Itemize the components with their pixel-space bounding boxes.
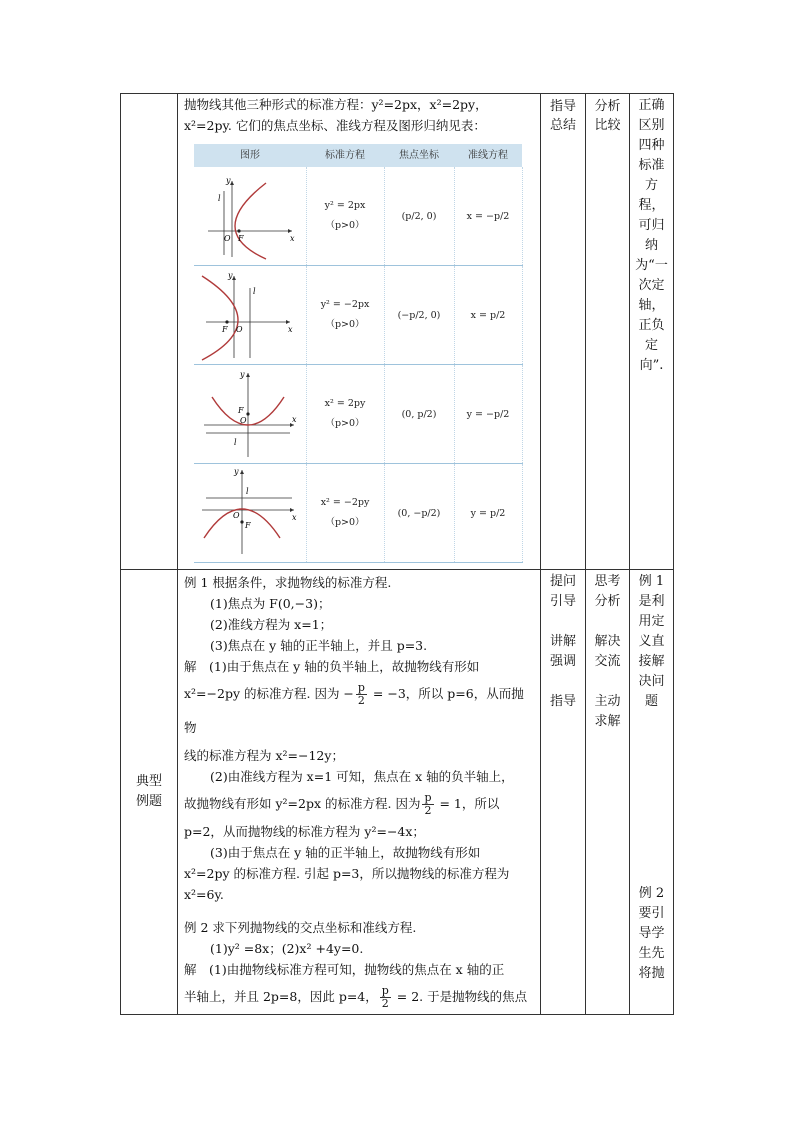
focus-cell: (0, p/2) <box>384 365 454 464</box>
fraction: $\frac{p}{2}$ <box>381 984 389 1010</box>
student-activity: 分析 <box>594 594 621 609</box>
directrix-cell: x = p/2 <box>454 266 522 365</box>
directrix-cell: y = p/2 <box>454 464 522 563</box>
graph-cell <box>194 167 306 266</box>
svg-text:l: l <box>234 438 237 447</box>
solution-line: 半轴上，并且 2p=8，因此 p=4， $\frac{p}{2}$ = 2. 于是抛物线的焦点 <box>184 984 528 1010</box>
summary-header: 焦点坐标 <box>384 144 454 167</box>
directrix-cell: x = −p/2 <box>454 167 522 266</box>
standard-equation: x² = −2py <box>320 497 370 508</box>
svg-text:x: x <box>288 325 293 334</box>
example-title: 例 2 求下列抛物线的交点坐标和准线方程. <box>184 920 417 935</box>
solution-line: x²=−2py 的标准方程. 因为 − $\frac{p}{2}$ = −3，所以 p=6，从而抛物 <box>184 681 524 735</box>
equation-condition: （p>0） <box>325 319 365 330</box>
summary-header: 准线方程 <box>454 144 522 167</box>
svg-text:x: x <box>292 513 297 522</box>
equation-condition: （p>0） <box>325 517 365 528</box>
standard-equation: y² = −2px <box>320 299 370 310</box>
row1-label-cell <box>121 94 178 570</box>
design-intent: 例 2 要引导学生先将抛 <box>638 886 665 981</box>
equation-cell <box>306 167 384 266</box>
solution-line: 线的标准方程为 x²=−12y； <box>184 748 344 763</box>
svg-text:y: y <box>234 467 239 476</box>
teacher-activity-cell <box>541 570 586 1015</box>
parabola-down-graph <box>194 466 302 560</box>
equation-cell <box>306 464 384 563</box>
equation-condition: （p>0） <box>325 418 365 429</box>
solution-line: p=2，从而抛物线的标准方程为 y²=−4x； <box>184 824 425 839</box>
svg-text:F: F <box>222 325 228 334</box>
focus-cell: (−p/2, 0) <box>384 266 454 365</box>
fraction: $\frac{p}{2}$ <box>357 681 365 707</box>
equation-cell <box>306 365 384 464</box>
teacher-activity: 指导 <box>549 694 576 709</box>
section-label-cell <box>121 570 178 1015</box>
teacher-activity: 指导总结 <box>549 99 576 133</box>
solution-line: 解 (1)由于焦点在 y 轴的负半轴上，故抛物线有形如 <box>184 659 480 674</box>
standard-equation: y² = 2px <box>324 200 366 211</box>
teacher-activity: 引导 <box>549 594 576 609</box>
svg-text:F: F <box>245 521 251 530</box>
graph-cell <box>194 266 306 365</box>
teacher-activity: 提问 <box>549 574 576 589</box>
svg-text:y: y <box>240 370 245 379</box>
student-activity: 求解 <box>594 714 621 729</box>
summary-content-cell <box>178 94 541 570</box>
student-activity: 思考 <box>594 574 621 589</box>
intro-line: 抛物线其他三种形式的标准方程：y²=2px，x²=2py， <box>184 97 488 112</box>
equation-cell <box>306 266 384 365</box>
graph-cell <box>194 365 306 464</box>
focus-cell: (p/2, 0) <box>384 167 454 266</box>
teacher-activity: 强调 <box>549 654 576 669</box>
examples-content-cell <box>178 570 541 1015</box>
svg-text:l: l <box>253 287 256 296</box>
intro-line: x²=2py. 它们的焦点坐标、准线方程及图形归纳见表： <box>184 118 486 133</box>
svg-text:O: O <box>236 325 243 334</box>
solution-line: (3)由于焦点在 y 轴的正半轴上，故抛物线有形如 <box>210 845 481 860</box>
svg-text:l: l <box>246 487 249 496</box>
table-row <box>121 570 674 1015</box>
summary-header: 图形 <box>194 144 306 167</box>
solution-line: x²=6y. <box>184 887 224 902</box>
svg-text:F: F <box>238 234 244 243</box>
table-row <box>121 94 674 570</box>
design-intent-cell <box>630 570 674 1015</box>
table-row <box>194 464 522 563</box>
equation-condition: （p>0） <box>325 220 365 231</box>
teacher-activity: 讲解 <box>549 634 576 649</box>
design-intent: 正确区别四种标准方程，可归纳为“一次定轴，正负定向”. <box>635 98 668 373</box>
table-row <box>194 167 522 266</box>
example-condition: (3)焦点在 y 轴的正半轴上，并且 p=3. <box>210 638 428 653</box>
parabola-summary-table <box>194 144 523 563</box>
table-row <box>194 266 522 365</box>
section-label: 典型例题 <box>135 774 162 809</box>
example-condition: (1)焦点为 F(0,−3)； <box>210 596 331 611</box>
design-intent: 例 1 是利用定义直接解决问题 <box>638 574 665 709</box>
focus-cell: (0, −p/2) <box>384 464 454 563</box>
student-activity-cell <box>586 94 630 570</box>
svg-text:O: O <box>240 416 247 425</box>
svg-text:F: F <box>238 406 244 415</box>
solution-line: x²=2py 的标准方程. 引起 p=3，所以抛物线的标准方程为 <box>184 866 510 881</box>
design-intent-cell <box>630 94 674 570</box>
lesson-table <box>120 93 674 1015</box>
graph-cell <box>194 464 306 563</box>
teacher-activity-cell <box>541 94 586 570</box>
svg-text:x: x <box>292 415 297 424</box>
example-title: 例 1 根据条件，求抛物线的标准方程. <box>184 575 392 590</box>
student-activity: 解决 <box>594 634 621 649</box>
svg-text:l: l <box>218 194 221 203</box>
svg-text:y: y <box>228 271 233 280</box>
fraction: $\frac{p}{2}$ <box>424 791 432 817</box>
directrix-cell: y = −p/2 <box>454 365 522 464</box>
table-row <box>194 365 522 464</box>
svg-text:O: O <box>224 234 231 243</box>
student-activity: 分析比较 <box>594 99 621 133</box>
svg-text:O: O <box>233 511 240 520</box>
solution-line: (2)由准线方程为 x=1 可知，焦点在 x 轴的负半轴上， <box>210 769 514 784</box>
parabola-up-graph <box>194 367 302 461</box>
example-condition: (2)准线方程为 x=1； <box>210 617 333 632</box>
parabola-right-graph <box>194 169 302 263</box>
standard-equation: x² = 2py <box>324 398 366 409</box>
solution-line: 故抛物线有形如 y²=2px 的标准方程. 因为 $\frac{p}{2}$ = 1，所以 <box>184 791 500 817</box>
student-activity: 主动 <box>594 694 621 709</box>
student-activity-cell <box>586 570 630 1015</box>
summary-header: 标准方程 <box>306 144 384 167</box>
example-condition: (1)y² =8x；(2)x² +4y=0. <box>210 941 364 956</box>
student-activity: 交流 <box>594 654 621 669</box>
solution-line: 解 (1)由抛物线标准方程可知，抛物线的焦点在 x 轴的正 <box>184 962 505 977</box>
svg-text:x: x <box>290 234 295 243</box>
svg-text:y: y <box>226 176 231 185</box>
parabola-left-graph <box>194 268 302 362</box>
